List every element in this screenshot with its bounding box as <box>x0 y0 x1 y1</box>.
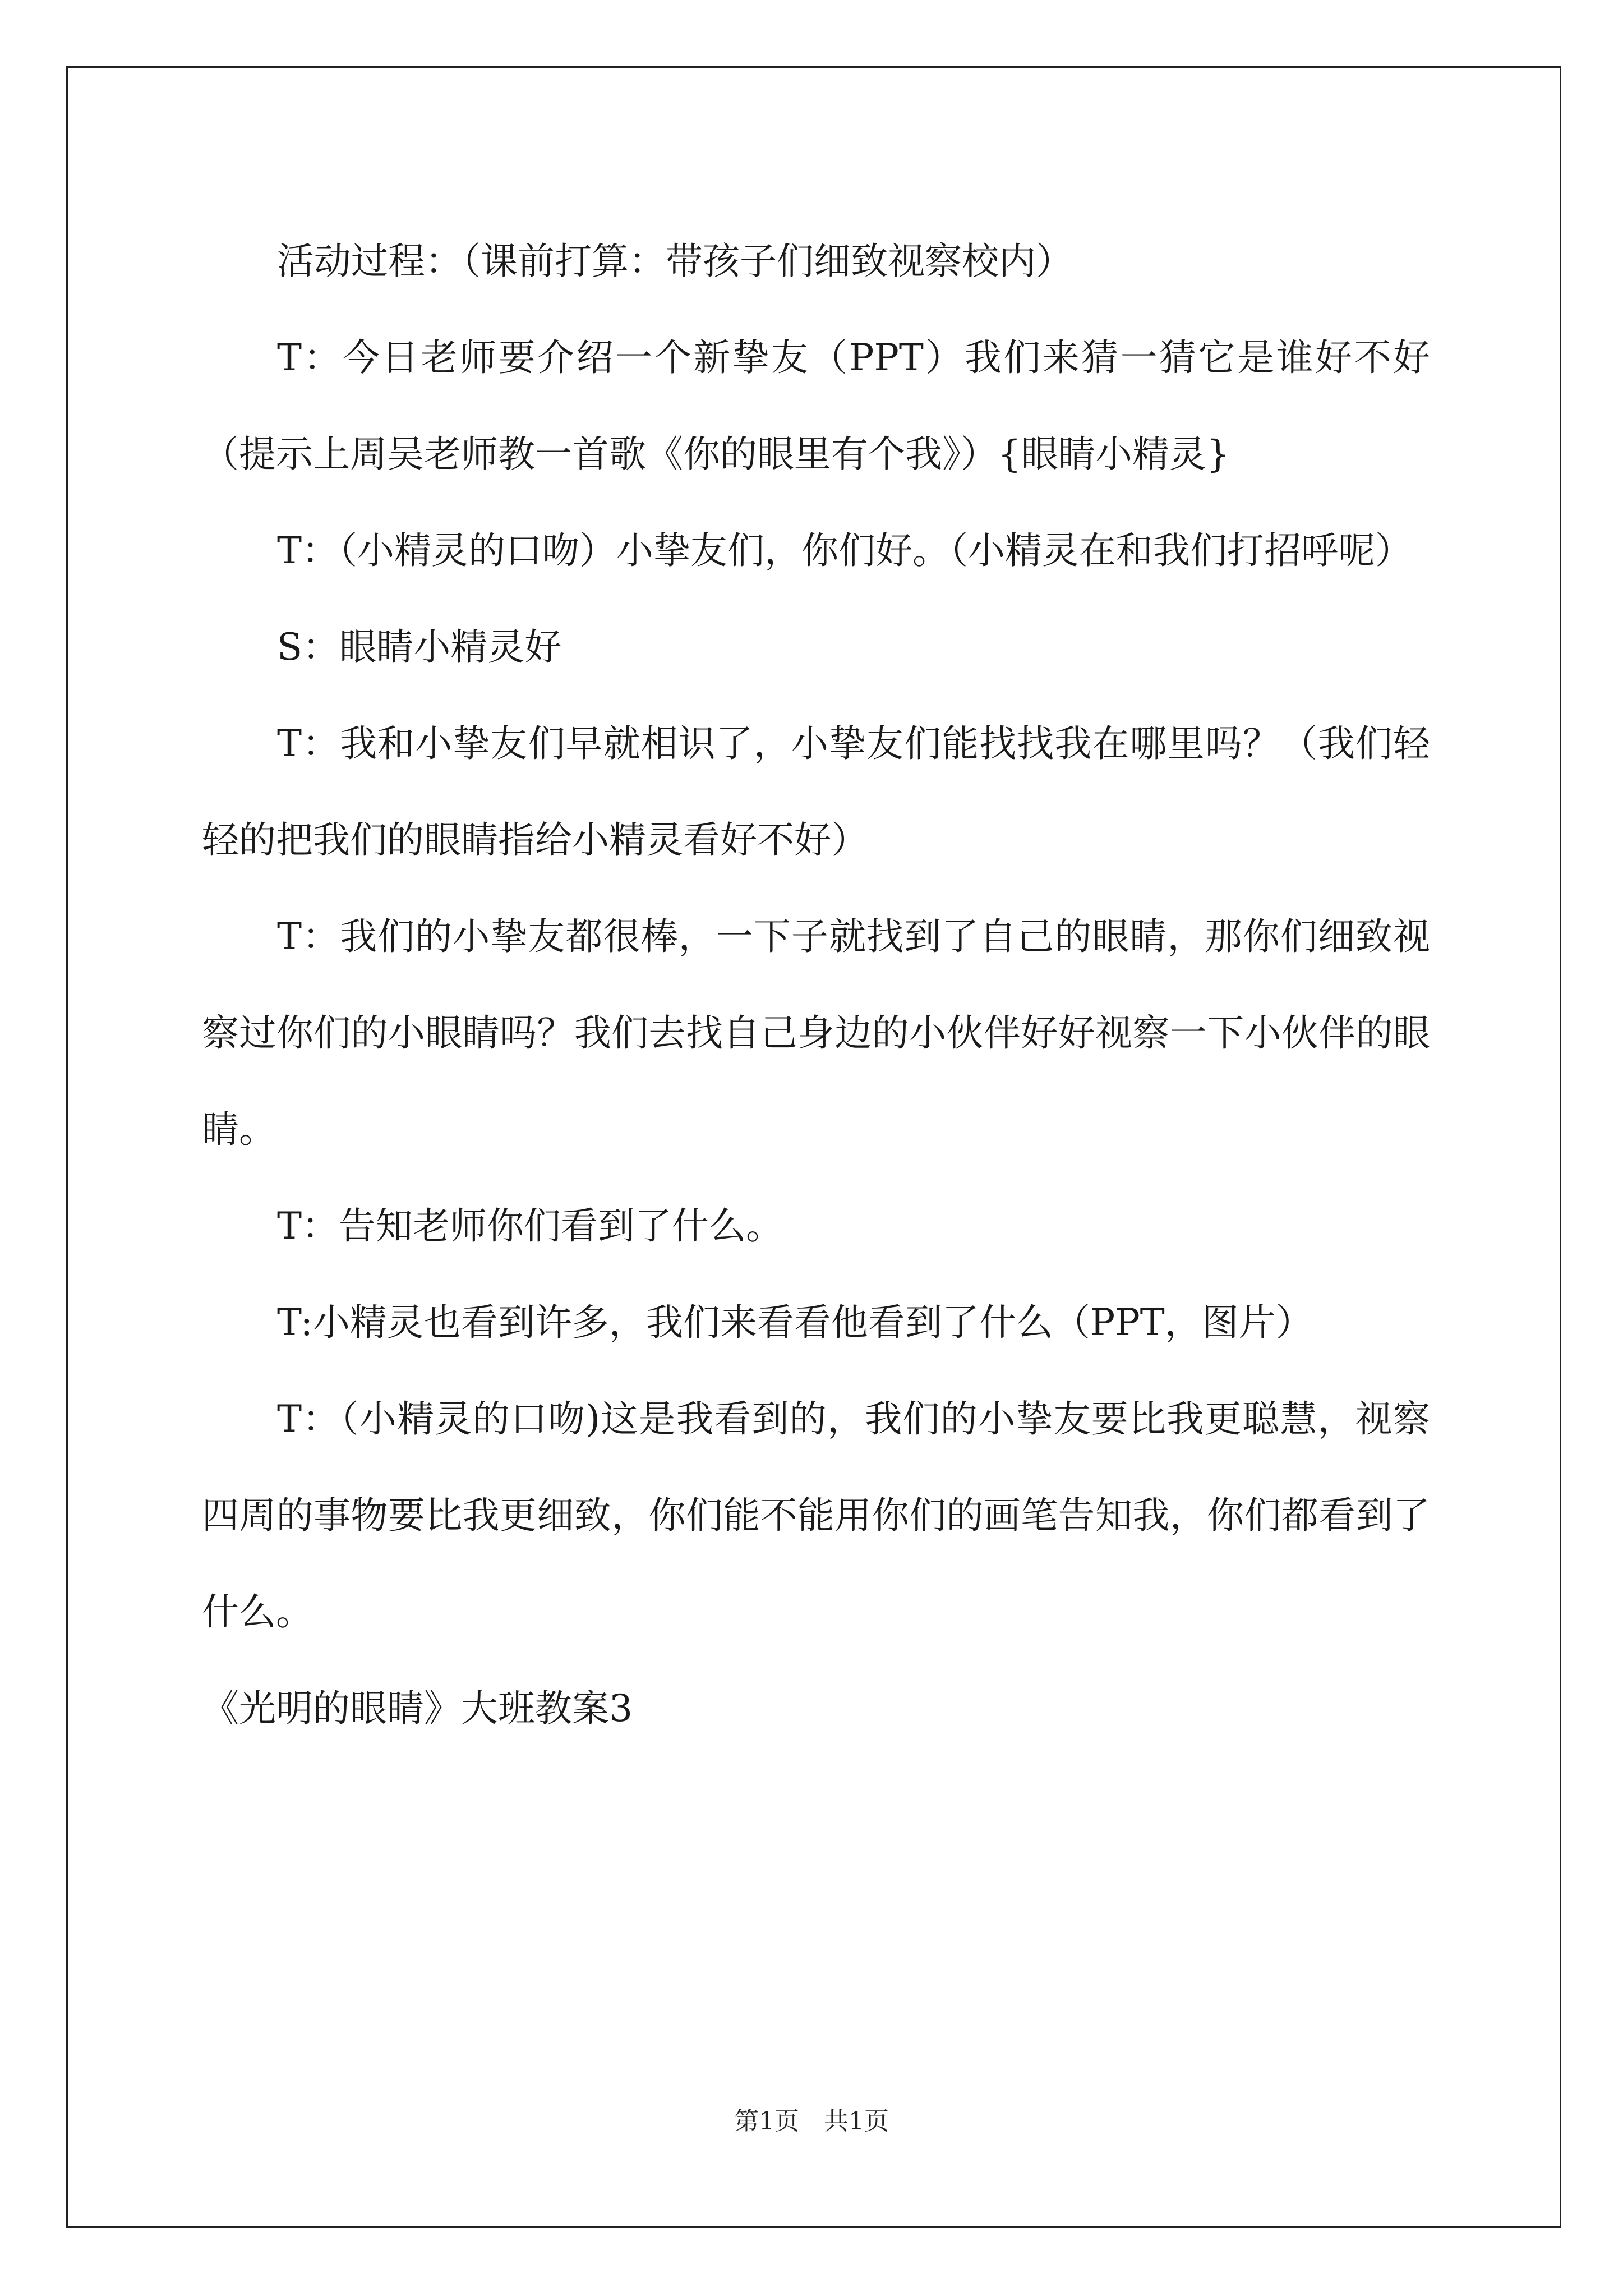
paragraph-observe-eyes: T：我们的小挚友都很棒，一下子就找到了自己的眼睛，那你们细致视察过你们的小眼睛吗？我们去找自己身边的小伙伴好好视察一下小伙伴的眼睛。 <box>202 915 1430 1151</box>
document-body <box>202 213 1430 1757</box>
paragraph-find-me: T：我和小挚友们早就相识了，小挚友们能找找我在哪里吗？（我们轻轻的把我们的眼睛指给小精灵看好不好） <box>202 722 1430 862</box>
paragraph-introduce-friend: T：今日老师要介绍一个新挚友（PPT）我们来猜一猜它是谁好不好（提示上周吴老师教一首歌《你的眼里有个我》）{眼睛小精灵} <box>202 336 1430 476</box>
paragraph-greeting: T：（小精灵的口吻）小挚友们，你们好。（小精灵在和我们打招呼呢） <box>277 529 1413 572</box>
paragraph-activity-process: 活动过程：（课前打算：带孩子们细致视察校内） <box>277 240 1073 283</box>
paragraph-tell-teacher: T：告知老师你们看到了什么。 <box>277 1204 783 1248</box>
paragraph-draw-it: T：（小精灵的口吻)这是我看到的，我们的小挚友要比我更聪慧，视察四周的事物要比我更细致，你们能不能用你们的画笔告知我，你们都看到了什么。 <box>202 1397 1430 1634</box>
paragraph-elf-saw: T:小精灵也看到许多，我们来看看他看到了什么（PPT，图片） <box>277 1301 1313 1344</box>
section-title: 《光明的眼睛》大班教案3 <box>202 1687 633 1730</box>
paragraph-student-reply: S：眼睛小精灵好 <box>277 625 562 669</box>
page-number-footer: 第1页 共1页 <box>734 2107 889 2136</box>
